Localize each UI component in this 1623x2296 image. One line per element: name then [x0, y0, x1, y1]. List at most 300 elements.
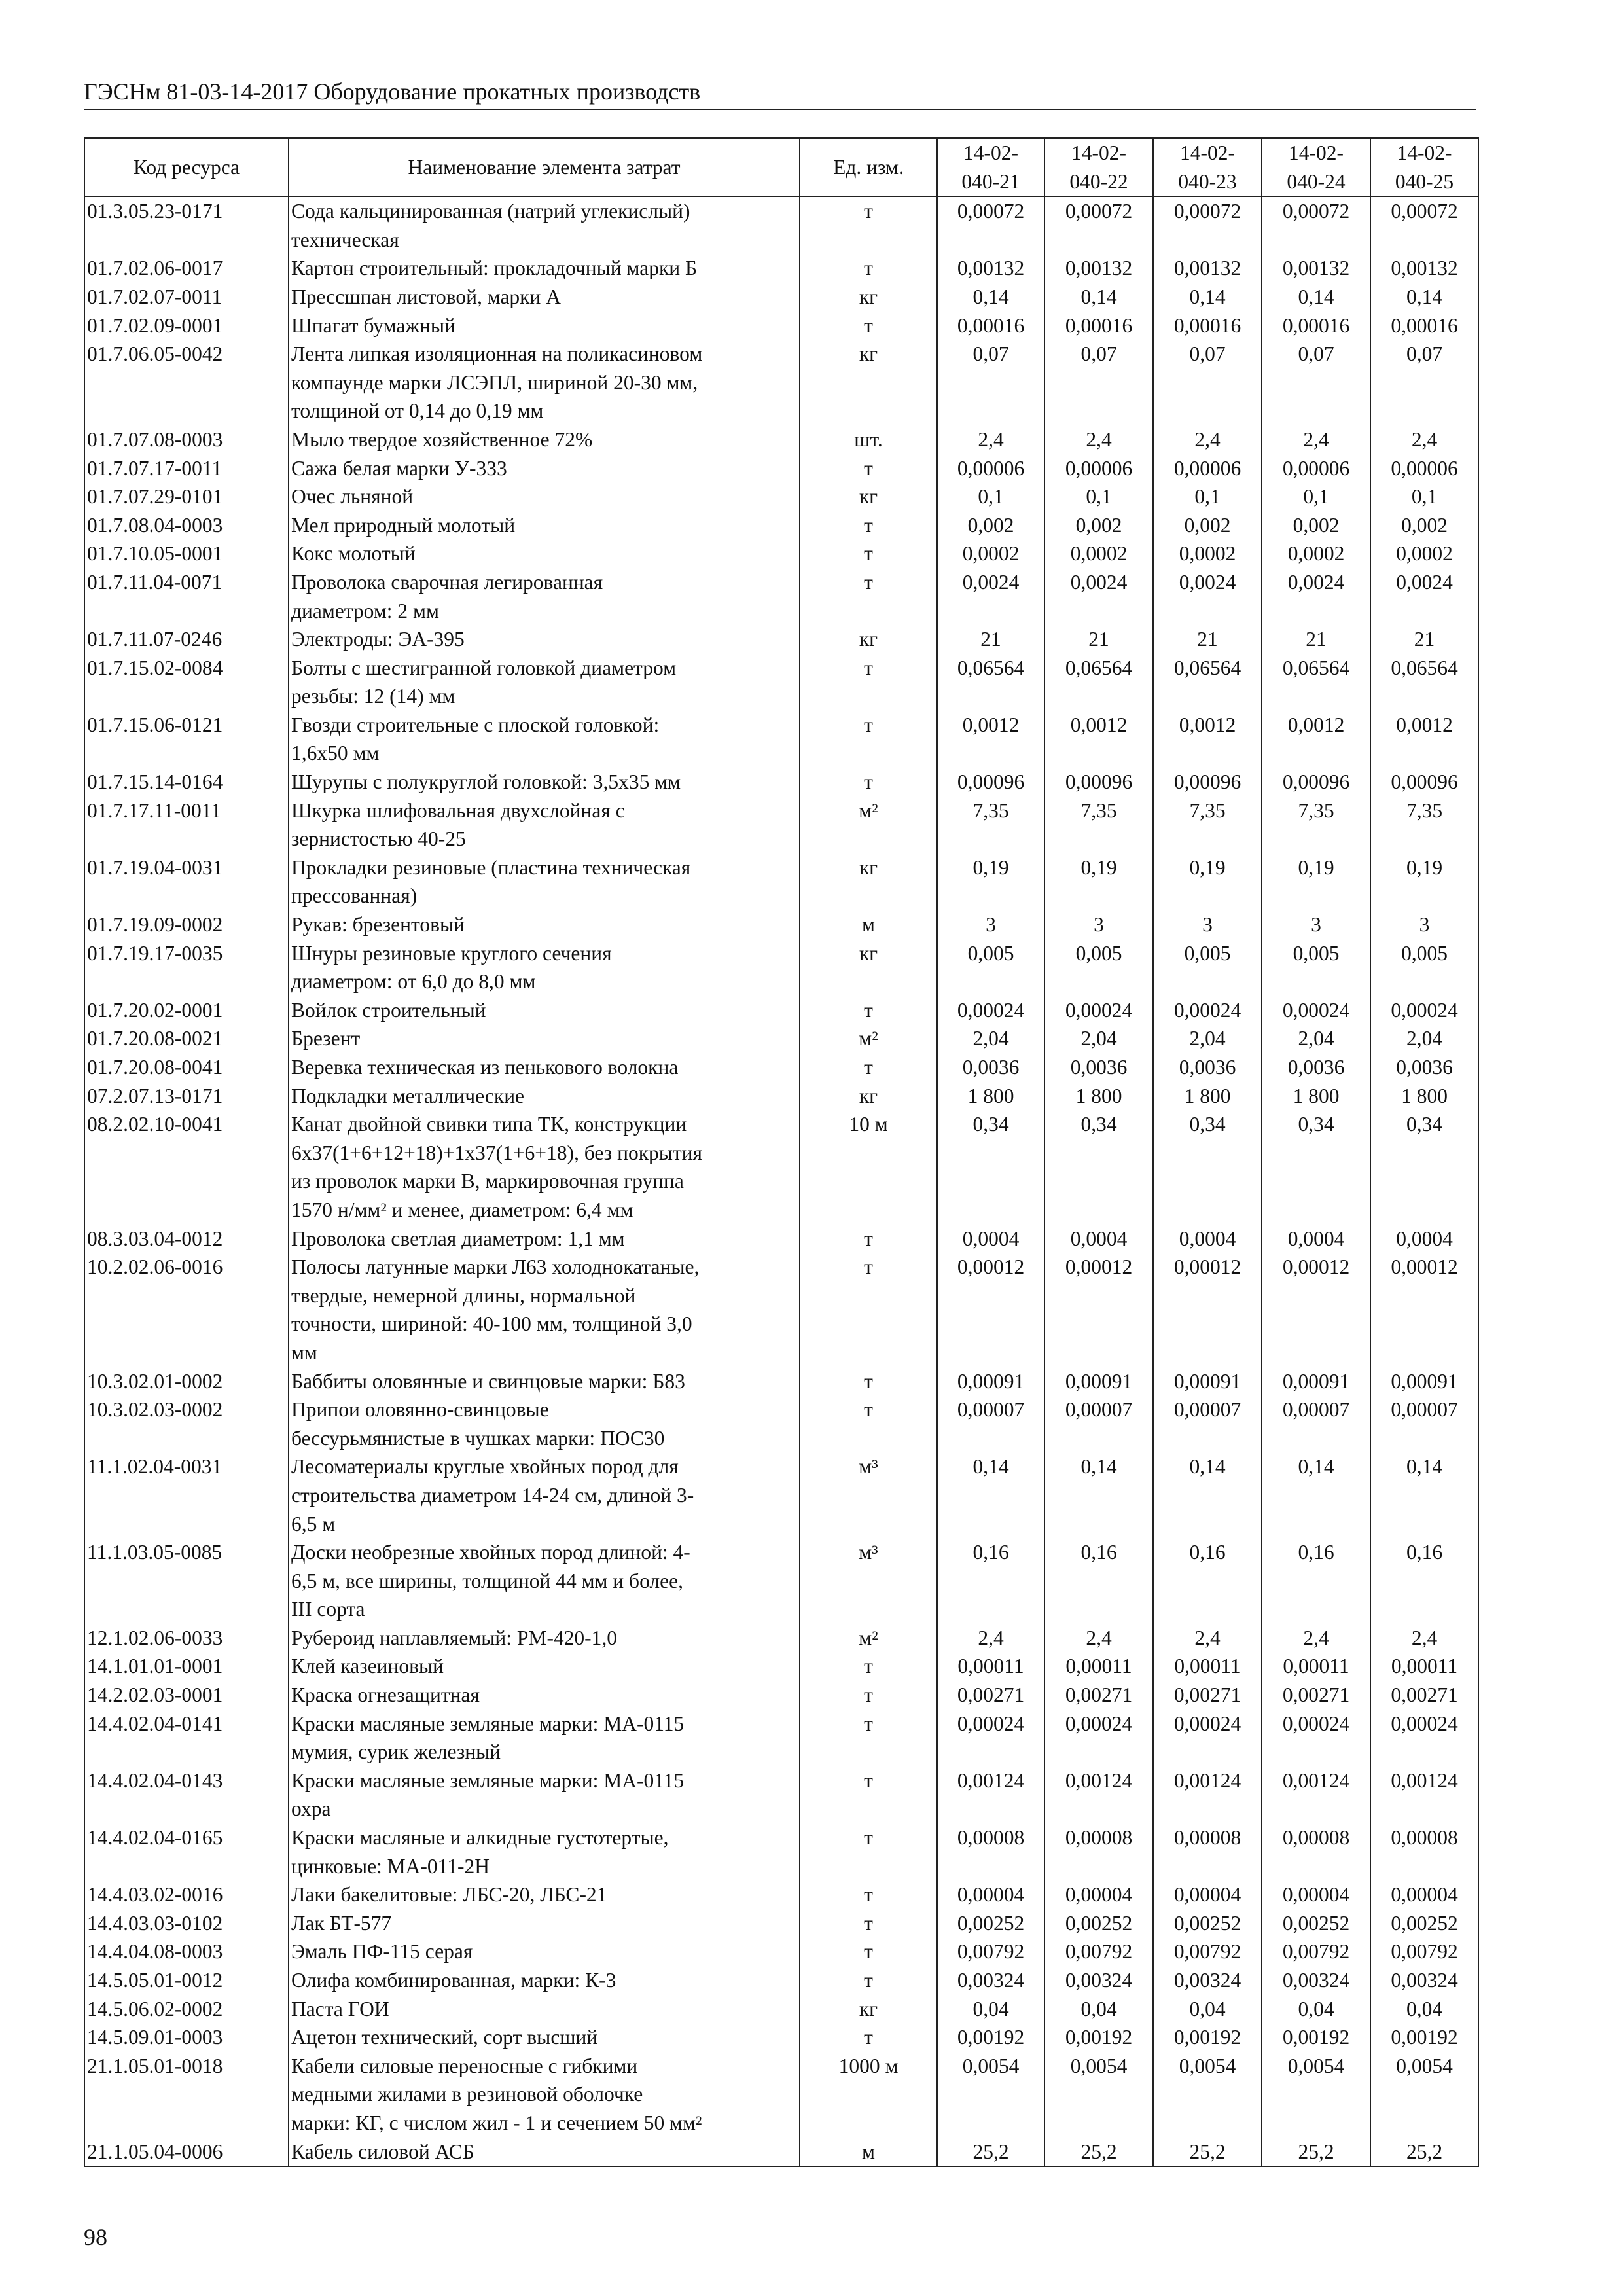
resource-value: 0,0054 — [937, 2052, 1044, 2138]
resource-value: 2,04 — [1044, 1024, 1153, 1053]
table-row — [84, 1452, 1478, 1538]
resource-value: 0,00792 — [1153, 1937, 1262, 1966]
resource-value: 0,00792 — [937, 1937, 1044, 1966]
resource-value: 0,06564 — [1370, 654, 1478, 711]
resource-unit: т — [800, 196, 937, 254]
resource-value: 0,34 — [937, 1110, 1044, 1224]
table-row — [84, 454, 1478, 483]
resource-value: 0,00007 — [1044, 1395, 1153, 1452]
resource-value: 0,00252 — [937, 1909, 1044, 1938]
resource-value: 0,00072 — [1262, 196, 1370, 254]
resource-value: 0,14 — [1370, 1452, 1478, 1538]
resource-value: 0,00004 — [1262, 1880, 1370, 1909]
resource-value: 0,00132 — [1044, 254, 1153, 283]
resource-name: Канат двойной свивки типа ТК, конструкции 6x37(1+6+12+18)+1x37(1+6+18), без покрытия из проволок марки В, маркировочная группа 1570 н/мм² и менее, диаметром: 6,4 мм — [289, 1110, 800, 1224]
resource-value: 0,07 — [1262, 340, 1370, 425]
resource-table — [84, 137, 1479, 2167]
resource-name: Картон строительный: прокладочный марки Б — [289, 254, 800, 283]
resource-name: Краски масляные и алкидные густотертые, цинковые: МА-011-2Н — [289, 1823, 800, 1880]
resource-value: 25,2 — [1370, 2138, 1478, 2167]
resource-value: 0,00004 — [1153, 1880, 1262, 1909]
table-row — [84, 283, 1478, 312]
resource-name: Очес льняной — [289, 482, 800, 511]
resource-value: 2,4 — [1044, 1624, 1153, 1653]
resource-code: 01.7.20.08-0021 — [84, 1024, 289, 1053]
resource-code: 08.3.03.04-0012 — [84, 1225, 289, 1253]
resource-value: 1 800 — [937, 1082, 1044, 1111]
resource-value: 0,005 — [937, 939, 1044, 996]
resource-value: 0,16 — [1044, 1538, 1153, 1624]
resource-value: 0,00007 — [937, 1395, 1044, 1452]
resource-value: 0,00091 — [1370, 1367, 1478, 1396]
resource-value: 0,14 — [1153, 1452, 1262, 1538]
resource-value: 0,00012 — [1370, 1253, 1478, 1367]
table-row — [84, 711, 1478, 768]
resource-value: 0,00124 — [1153, 1767, 1262, 1823]
resource-name: Краски масляные земляные марки: МА-0115 мумия, сурик железный — [289, 1710, 800, 1767]
table-row — [84, 340, 1478, 425]
resource-name: Краски масляные земляные марки: МА-0115 охра — [289, 1767, 800, 1823]
resource-value: 0,0012 — [937, 711, 1044, 768]
resource-value: 0,0024 — [937, 568, 1044, 625]
table-row — [84, 1823, 1478, 1880]
table-row — [84, 196, 1478, 254]
table-row — [84, 539, 1478, 568]
resource-value: 21 — [1262, 625, 1370, 654]
resource-unit: т — [800, 312, 937, 340]
resource-name: Лаки бакелитовые: ЛБС-20, ЛБС-21 — [289, 1880, 800, 1909]
resource-value: 0,16 — [1370, 1538, 1478, 1624]
resource-value: 0,005 — [1370, 939, 1478, 996]
resource-code: 01.7.06.05-0042 — [84, 340, 289, 425]
table-row — [84, 312, 1478, 340]
resource-value: 0,0036 — [1044, 1053, 1153, 1082]
resource-value: 0,1 — [937, 482, 1044, 511]
resource-value: 2,4 — [1153, 425, 1262, 454]
table-row — [84, 1225, 1478, 1253]
resource-value: 7,35 — [1044, 797, 1153, 853]
resource-name: Кокс молотый — [289, 539, 800, 568]
resource-value: 0,06564 — [1153, 654, 1262, 711]
resource-value: 0,00016 — [1044, 312, 1153, 340]
resource-value: 0,14 — [1044, 1452, 1153, 1538]
resource-name: Краска огнезащитная — [289, 1681, 800, 1710]
resource-value: 21 — [1044, 625, 1153, 654]
resource-unit: т — [800, 1937, 937, 1966]
resource-name: Шурупы с полукруглой головкой: 3,5x35 мм — [289, 768, 800, 797]
resource-name: Электроды: ЭА-395 — [289, 625, 800, 654]
resource-code: 12.1.02.06-0033 — [84, 1624, 289, 1653]
resource-value: 0,002 — [1262, 511, 1370, 540]
resource-name: Шнуры резиновые круглого сечения диаметром: от 6,0 до 8,0 мм — [289, 939, 800, 996]
resource-name: Шпагат бумажный — [289, 312, 800, 340]
resource-unit: т — [800, 1880, 937, 1909]
resource-value: 0,00132 — [1262, 254, 1370, 283]
resource-value: 0,00004 — [1370, 1880, 1478, 1909]
table-row — [84, 1710, 1478, 1767]
resource-value: 0,0004 — [1153, 1225, 1262, 1253]
resource-value: 0,06564 — [1044, 654, 1153, 711]
resource-value: 0,00011 — [1370, 1652, 1478, 1681]
resource-code: 10.3.02.01-0002 — [84, 1367, 289, 1396]
resource-value: 0,0012 — [1370, 711, 1478, 768]
resource-value: 0,00012 — [937, 1253, 1044, 1367]
resource-unit: м³ — [800, 1452, 937, 1538]
resource-value: 0,1 — [1262, 482, 1370, 511]
table-row — [84, 1053, 1478, 1082]
resource-unit: м — [800, 2138, 937, 2167]
resource-code: 01.7.07.08-0003 — [84, 425, 289, 454]
resource-value: 0,07 — [1044, 340, 1153, 425]
resource-value: 0,14 — [1262, 1452, 1370, 1538]
resource-value: 0,0002 — [1044, 539, 1153, 568]
resource-value: 0,00124 — [937, 1767, 1044, 1823]
resource-name: Прокладки резиновые (пластина техническая прессованная) — [289, 853, 800, 910]
resource-name: Сода кальцинированная (натрий углекислый) техническая — [289, 196, 800, 254]
table-row — [84, 1909, 1478, 1938]
resource-value: 0,00091 — [937, 1367, 1044, 1396]
resource-value: 2,4 — [1044, 425, 1153, 454]
resource-value: 0,00271 — [1262, 1681, 1370, 1710]
resource-value: 0,00024 — [1370, 996, 1478, 1025]
resource-value: 0,0004 — [937, 1225, 1044, 1253]
resource-value: 0,002 — [1044, 511, 1153, 540]
resource-value: 0,00792 — [1262, 1937, 1370, 1966]
resource-name: Шкурка шлифовальная двухслойная с зернистостью 40-25 — [289, 797, 800, 853]
resource-value: 2,4 — [1153, 1624, 1262, 1653]
resource-value: 2,04 — [1262, 1024, 1370, 1053]
table-row — [84, 1395, 1478, 1452]
resource-code: 10.2.02.06-0016 — [84, 1253, 289, 1367]
resource-value: 0,34 — [1044, 1110, 1153, 1224]
resource-value: 0,00192 — [1044, 2023, 1153, 2052]
resource-unit: кг — [800, 482, 937, 511]
resource-value: 0,1 — [1370, 482, 1478, 511]
table-row — [84, 768, 1478, 797]
resource-value: 0,00007 — [1370, 1395, 1478, 1452]
resource-value: 0,00192 — [1262, 2023, 1370, 2052]
resource-code: 08.2.02.10-0041 — [84, 1110, 289, 1224]
resource-code: 01.7.15.06-0121 — [84, 711, 289, 768]
resource-unit: 10 м — [800, 1110, 937, 1224]
resource-name: Эмаль ПФ-115 серая — [289, 1937, 800, 1966]
resource-value: 0,14 — [1044, 283, 1153, 312]
resource-code: 01.7.02.09-0001 — [84, 312, 289, 340]
table-row — [84, 1966, 1478, 1995]
resource-value: 2,4 — [1262, 1624, 1370, 1653]
resource-name: Лесоматериалы круглые хвойных пород для строительства диаметром 14-24 см, длиной 3- 6,5 м — [289, 1452, 800, 1538]
resource-value: 0,00024 — [1262, 996, 1370, 1025]
resource-value: 0,00072 — [1370, 196, 1478, 254]
resource-code: 01.3.05.23-0171 — [84, 196, 289, 254]
table-row — [84, 511, 1478, 540]
resource-value: 0,0012 — [1153, 711, 1262, 768]
resource-value: 0,00271 — [1044, 1681, 1153, 1710]
resource-unit: кг — [800, 625, 937, 654]
table-row — [84, 1880, 1478, 1909]
header-name: Наименование элемента затрат — [289, 138, 800, 196]
resource-code: 01.7.07.17-0011 — [84, 454, 289, 483]
table-row — [84, 1110, 1478, 1224]
resource-unit: т — [800, 1367, 937, 1396]
resource-code: 01.7.19.09-0002 — [84, 910, 289, 939]
resource-value: 25,2 — [937, 2138, 1044, 2167]
table-row — [84, 797, 1478, 853]
resource-value: 0,00252 — [1153, 1909, 1262, 1938]
resource-value: 0,00132 — [1153, 254, 1262, 283]
resource-value: 0,19 — [937, 853, 1044, 910]
resource-name: Подкладки металлические — [289, 1082, 800, 1111]
resource-value: 0,00011 — [1153, 1652, 1262, 1681]
resource-name: Проволока сварочная легированная диаметром: 2 мм — [289, 568, 800, 625]
resource-value: 0,00096 — [1153, 768, 1262, 797]
resource-value: 0,00271 — [1153, 1681, 1262, 1710]
resource-value: 0,00324 — [1370, 1966, 1478, 1995]
resource-value: 25,2 — [1044, 2138, 1153, 2167]
resource-value: 0,0036 — [1370, 1053, 1478, 1082]
resource-name: Прессшпан листовой, марки А — [289, 283, 800, 312]
resource-value: 0,1 — [1153, 482, 1262, 511]
resource-name: Гвозди строительные с плоской головкой: 1,6x50 мм — [289, 711, 800, 768]
resource-unit: кг — [800, 1995, 937, 2024]
resource-value: 0,0004 — [1044, 1225, 1153, 1253]
resource-unit: т — [800, 711, 937, 768]
resource-unit: т — [800, 1909, 937, 1938]
table-body — [84, 196, 1478, 2166]
resource-value: 0,00024 — [1153, 996, 1262, 1025]
resource-unit: т — [800, 1767, 937, 1823]
resource-name: Рукав: брезентовый — [289, 910, 800, 939]
resource-code: 01.7.15.14-0164 — [84, 768, 289, 797]
resource-name: Ацетон технический, сорт высший — [289, 2023, 800, 2052]
resource-value: 0,00024 — [1370, 1710, 1478, 1767]
table-row — [84, 654, 1478, 711]
resource-value: 0,00132 — [1370, 254, 1478, 283]
resource-code: 14.5.06.02-0002 — [84, 1995, 289, 2024]
resource-value: 0,07 — [1153, 340, 1262, 425]
resource-value: 0,00006 — [1262, 454, 1370, 483]
resource-value: 0,19 — [1153, 853, 1262, 910]
resource-value: 0,00006 — [1153, 454, 1262, 483]
resource-value: 0,002 — [937, 511, 1044, 540]
resource-value: 0,00008 — [1370, 1823, 1478, 1880]
header-col-21: 14-02- 040-21 — [937, 138, 1044, 196]
resource-code: 07.2.07.13-0171 — [84, 1082, 289, 1111]
resource-value: 3 — [937, 910, 1044, 939]
resource-code: 21.1.05.01-0018 — [84, 2052, 289, 2138]
resource-value: 0,00016 — [1370, 312, 1478, 340]
table-row — [84, 1367, 1478, 1396]
resource-value: 0,14 — [937, 283, 1044, 312]
resource-unit: м² — [800, 797, 937, 853]
resource-value: 0,0002 — [1262, 539, 1370, 568]
resource-value: 0,00252 — [1262, 1909, 1370, 1938]
resource-value: 0,005 — [1044, 939, 1153, 996]
resource-value: 0,0036 — [1262, 1053, 1370, 1082]
resource-name: Брезент — [289, 1024, 800, 1053]
resource-name: Войлок строительный — [289, 996, 800, 1025]
resource-value: 0,00252 — [1044, 1909, 1153, 1938]
resource-value: 1 800 — [1153, 1082, 1262, 1111]
resource-value: 0,00124 — [1044, 1767, 1153, 1823]
resource-value: 0,06564 — [937, 654, 1044, 711]
resource-unit: кг — [800, 283, 937, 312]
table-row — [84, 254, 1478, 283]
resource-code: 01.7.19.04-0031 — [84, 853, 289, 910]
resource-value: 0,0004 — [1370, 1225, 1478, 1253]
resource-value: 0,00024 — [1262, 1710, 1370, 1767]
resource-value: 0,00096 — [1370, 768, 1478, 797]
resource-value: 2,4 — [1262, 425, 1370, 454]
resource-value: 0,0024 — [1153, 568, 1262, 625]
header-col-24: 14-02- 040-24 — [1262, 138, 1370, 196]
resource-value: 21 — [1370, 625, 1478, 654]
resource-name: Кабели силовые переносные с гибкими медными жилами в резиновой оболочке марки: КГ, с числом жил - 1 и сечением 50 мм² — [289, 2052, 800, 2138]
resource-unit: т — [800, 1395, 937, 1452]
resource-value: 0,00192 — [1370, 2023, 1478, 2052]
resource-value: 0,00006 — [1370, 454, 1478, 483]
resource-name: Доски необрезные хвойных пород длиной: 4- 6,5 м, все ширины, толщиной 44 мм и более, III сорта — [289, 1538, 800, 1624]
resource-name: Лак БТ-577 — [289, 1909, 800, 1938]
resource-value: 0,00012 — [1262, 1253, 1370, 1367]
resource-value: 0,002 — [1153, 511, 1262, 540]
resource-code: 14.4.03.03-0102 — [84, 1909, 289, 1938]
resource-value: 0,0054 — [1153, 2052, 1262, 2138]
resource-value: 0,00091 — [1044, 1367, 1153, 1396]
resource-value: 0,00072 — [937, 196, 1044, 254]
resource-value: 0,1 — [1044, 482, 1153, 511]
resource-value: 0,0036 — [1153, 1053, 1262, 1082]
resource-value: 3 — [1262, 910, 1370, 939]
resource-value: 25,2 — [1262, 2138, 1370, 2167]
table-header-row — [84, 138, 1478, 196]
resource-value: 0,14 — [937, 1452, 1044, 1538]
resource-value: 0,00024 — [1044, 996, 1153, 1025]
resource-value: 0,00124 — [1370, 1767, 1478, 1823]
resource-code: 01.7.19.17-0035 — [84, 939, 289, 996]
resource-value: 0,0002 — [1370, 539, 1478, 568]
resource-code: 11.1.03.05-0085 — [84, 1538, 289, 1624]
resource-value: 0,34 — [1262, 1110, 1370, 1224]
resource-unit: м³ — [800, 1538, 937, 1624]
resource-name: Болты с шестигранной головкой диаметром резьбы: 12 (14) мм — [289, 654, 800, 711]
resource-code: 01.7.10.05-0001 — [84, 539, 289, 568]
resource-code: 14.2.02.03-0001 — [84, 1681, 289, 1710]
resource-name: Паста ГОИ — [289, 1995, 800, 2024]
resource-code: 01.7.08.04-0003 — [84, 511, 289, 540]
table-row — [84, 2138, 1478, 2167]
table-row — [84, 1538, 1478, 1624]
resource-value: 0,04 — [1153, 1995, 1262, 2024]
resource-unit: шт. — [800, 425, 937, 454]
resource-value: 0,14 — [1370, 283, 1478, 312]
resource-value: 3 — [1044, 910, 1153, 939]
resource-name: Клей казеиновый — [289, 1652, 800, 1681]
resource-value: 0,00132 — [937, 254, 1044, 283]
resource-code: 14.4.02.04-0165 — [84, 1823, 289, 1880]
resource-value: 0,00016 — [1153, 312, 1262, 340]
resource-value: 2,4 — [1370, 1624, 1478, 1653]
resource-value: 3 — [1370, 910, 1478, 939]
resource-value: 0,00008 — [1044, 1823, 1153, 1880]
resource-code: 01.7.02.07-0011 — [84, 283, 289, 312]
resource-unit: т — [800, 768, 937, 797]
table-row — [84, 425, 1478, 454]
table-row — [84, 568, 1478, 625]
resource-value: 0,00192 — [1153, 2023, 1262, 2052]
resource-value: 0,0054 — [1370, 2052, 1478, 2138]
resource-value: 0,00016 — [937, 312, 1044, 340]
resource-unit: т — [800, 1225, 937, 1253]
resource-code: 14.5.05.01-0012 — [84, 1966, 289, 1995]
resource-value: 0,06564 — [1262, 654, 1370, 711]
resource-value: 0,00252 — [1370, 1909, 1478, 1938]
resource-value: 21 — [937, 625, 1044, 654]
resource-code: 01.7.02.06-0017 — [84, 254, 289, 283]
table-row — [84, 1253, 1478, 1367]
resource-value: 0,00072 — [1044, 196, 1153, 254]
resource-value: 0,00096 — [937, 768, 1044, 797]
resource-name: Мел природный молотый — [289, 511, 800, 540]
resource-value: 0,00024 — [937, 1710, 1044, 1767]
resource-value: 0,00012 — [1153, 1253, 1262, 1367]
resource-value: 0,00012 — [1044, 1253, 1153, 1367]
resource-value: 0,00006 — [1044, 454, 1153, 483]
table-row — [84, 1624, 1478, 1653]
resource-value: 0,00008 — [1262, 1823, 1370, 1880]
resource-value: 0,00011 — [937, 1652, 1044, 1681]
table-row — [84, 1082, 1478, 1111]
resource-value: 7,35 — [937, 797, 1044, 853]
table-row — [84, 625, 1478, 654]
resource-value: 0,04 — [937, 1995, 1044, 2024]
resource-value: 7,35 — [1262, 797, 1370, 853]
resource-unit: т — [800, 511, 937, 540]
resource-unit: т — [800, 2023, 937, 2052]
resource-unit: т — [800, 1652, 937, 1681]
resource-code: 14.4.02.04-0143 — [84, 1767, 289, 1823]
resource-value: 0,00271 — [1370, 1681, 1478, 1710]
resource-value: 0,00011 — [1262, 1652, 1370, 1681]
resource-value: 2,04 — [1153, 1024, 1262, 1053]
resource-code: 10.3.02.03-0002 — [84, 1395, 289, 1452]
resource-code: 14.4.04.08-0003 — [84, 1937, 289, 1966]
table-row — [84, 2023, 1478, 2052]
resource-name: Мыло твердое хозяйственное 72% — [289, 425, 800, 454]
resource-value: 0,00091 — [1153, 1367, 1262, 1396]
resource-value: 0,0054 — [1044, 2052, 1153, 2138]
resource-value: 0,00192 — [937, 2023, 1044, 2052]
resource-value: 0,34 — [1153, 1110, 1262, 1224]
resource-value: 0,00011 — [1044, 1652, 1153, 1681]
header-unit: Ед. изм. — [800, 138, 937, 196]
resource-value: 0,00007 — [1262, 1395, 1370, 1452]
resource-value: 3 — [1153, 910, 1262, 939]
resource-unit: т — [800, 454, 937, 483]
resource-value: 0,005 — [1262, 939, 1370, 996]
resource-value: 0,34 — [1370, 1110, 1478, 1224]
resource-value: 0,00271 — [937, 1681, 1044, 1710]
resource-value: 0,0012 — [1044, 711, 1153, 768]
resource-value: 2,4 — [937, 1624, 1044, 1653]
table-row — [84, 482, 1478, 511]
resource-code: 11.1.02.04-0031 — [84, 1452, 289, 1538]
resource-value: 0,00096 — [1262, 768, 1370, 797]
table-row — [84, 1024, 1478, 1053]
resource-value: 21 — [1153, 625, 1262, 654]
table-row — [84, 996, 1478, 1025]
resource-unit: т — [800, 996, 937, 1025]
